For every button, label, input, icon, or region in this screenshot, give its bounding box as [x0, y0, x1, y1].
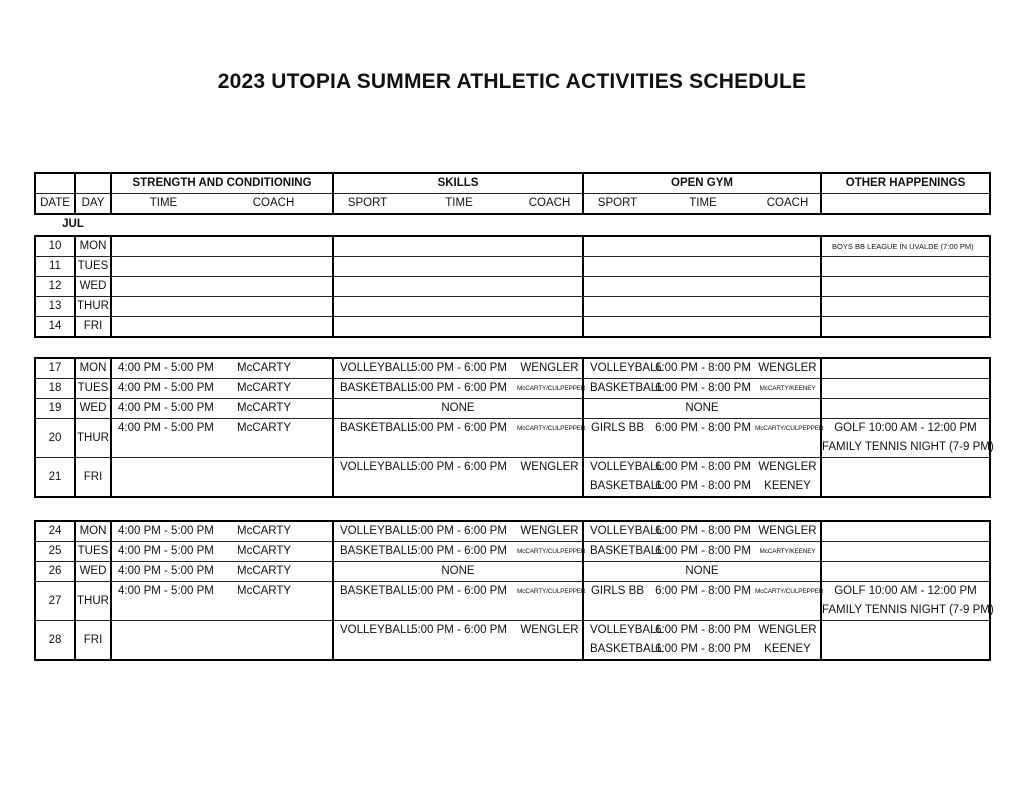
skills-sport-cell: BASKETBALL [333, 419, 401, 458]
gym-sport-cell: GIRLS BB [583, 419, 651, 458]
skills-sport-cell [333, 317, 401, 338]
sc-time-cell: 4:00 PM - 5:00 PM [111, 562, 185, 582]
gym-time-cell: 6:00 PM - 8:00 PM [651, 542, 755, 562]
sc-time-cell: 4:00 PM - 5:00 PM [111, 542, 185, 562]
column-day: DAY [75, 194, 111, 215]
gym-coach-cell: McCARTY/KEENEY [755, 542, 821, 562]
skills-coach-cell [517, 317, 583, 338]
month-spacer [111, 214, 990, 234]
schedule-row [35, 419, 990, 439]
skills-sport-cell [333, 297, 401, 317]
skills-coach-cell [517, 236, 583, 257]
skills-sport-cell: VOLLEYBALL [333, 458, 401, 498]
gym-empty-cell [583, 257, 821, 277]
gym-time-cell: 6:00 PM - 8:00 PM [651, 379, 755, 399]
skills-time-cell: 5:00 PM - 6:00 PM [401, 379, 517, 399]
date-cell: 20 [35, 419, 75, 458]
gym-coach-cell: KEENEY [755, 477, 821, 497]
skills-time-cell [401, 277, 517, 297]
date-cell: 14 [35, 317, 75, 338]
column-other-blank [821, 194, 990, 215]
other-empty-cell [821, 621, 990, 661]
skills-coach-cell: McCARTY/CULPEPPER [517, 542, 583, 562]
week-table [34, 357, 994, 498]
skills-time-cell: 5:00 PM - 6:00 PM [401, 419, 517, 458]
schedule-row [35, 458, 990, 478]
skills-time-cell: 5:00 PM - 6:00 PM [401, 582, 517, 621]
gym-coach-cell: WENGLER [758, 624, 817, 636]
date-cell: 11 [35, 257, 75, 277]
other-happening-cell: FAMILY TENNIS NIGHT (7-9 PM) [821, 601, 990, 621]
sc-coach-cell: McCARTY [185, 521, 333, 542]
skills-sport-cell [333, 257, 401, 277]
day-cell: TUES [75, 379, 111, 399]
gym-coach-cell: WENGLER [758, 461, 817, 473]
schedule-row [35, 582, 990, 602]
other-empty-cell [821, 458, 990, 498]
other-empty-cell [821, 379, 990, 399]
day-cell: THUR [75, 297, 111, 317]
group-strength-conditioning: STRENGTH AND CONDITIONING [111, 173, 333, 194]
day-cell: THUR [75, 582, 111, 621]
page-title: 2023 UTOPIA SUMMER ATHLETIC ACTIVITIES SCHEDULE [217, 70, 807, 93]
sc-coach-cell [185, 257, 333, 277]
column-gym-time: TIME [651, 194, 755, 215]
gym-empty-cell [583, 317, 821, 338]
schedule-row [35, 236, 990, 257]
skills-time-cell [401, 236, 517, 257]
sc-coach-cell: McCARTY [185, 562, 333, 582]
sc-time-cell: 4:00 PM - 5:00 PM [111, 521, 185, 542]
column-gym-sport: SPORT [583, 194, 651, 215]
sc-time-cell: 4:00 PM - 5:00 PM [111, 379, 185, 399]
other-empty-cell [821, 317, 990, 338]
schedule-row [35, 379, 990, 399]
gym-time-cell: 6:00 PM - 8:00 PM [655, 461, 751, 473]
date-cell: 28 [35, 621, 75, 661]
sc-coach-cell [185, 621, 333, 661]
date-cell: 18 [35, 379, 75, 399]
skills-coach-cell: WENGLER [517, 521, 583, 542]
week-table [34, 235, 991, 338]
column-gym-coach: COACH [755, 194, 821, 215]
gym-none-cell: NONE [583, 399, 821, 419]
day-cell: FRI [75, 621, 111, 661]
gym-coach-cell: WENGLER [755, 358, 821, 379]
date-cell: 19 [35, 399, 75, 419]
date-cell: 13 [35, 297, 75, 317]
week-table [34, 520, 994, 661]
gym-coach-cell: McCARTY/CULPEPPER [755, 582, 821, 621]
date-cell: 27 [35, 582, 75, 621]
date-cell: 24 [35, 521, 75, 542]
sc-time-cell [111, 621, 185, 661]
other-empty-cell [821, 257, 990, 277]
sc-coach-cell: McCARTY [185, 379, 333, 399]
day-cell: MON [75, 521, 111, 542]
day-cell: FRI [75, 317, 111, 338]
column-skills-coach: COACH [517, 194, 583, 215]
sc-coach-cell [185, 317, 333, 338]
other-empty-cell [821, 297, 990, 317]
schedule-row [35, 542, 990, 562]
column-sc-time: TIME [111, 194, 215, 215]
sc-coach-cell: McCARTY [185, 399, 333, 419]
month-label: JUL [62, 218, 84, 230]
gym-empty-cell [583, 236, 821, 257]
skills-time-cell: 5:00 PM - 6:00 PM [401, 542, 517, 562]
skills-coach-cell: McCARTY/CULPEPPER [517, 419, 583, 458]
skills-time-cell [401, 317, 517, 338]
skills-time-cell: 5:00 PM - 6:00 PM [401, 521, 517, 542]
gym-time-cell: 6:00 PM - 8:00 PM [651, 419, 755, 458]
column-skills-sport: SPORT [333, 194, 401, 215]
skills-coach-cell [517, 277, 583, 297]
schedule-row [35, 621, 990, 641]
header-blank-date [35, 173, 75, 194]
gym-time-cell: 6:00 PM - 8:00 PM [651, 358, 755, 379]
sc-coach-cell: McCARTY [185, 542, 333, 562]
skills-coach-cell [517, 297, 583, 317]
sc-time-cell: 4:00 PM - 5:00 PM [111, 419, 185, 458]
gym-sport-cell: VOLLEYBALL [583, 521, 651, 542]
group-other-happenings: OTHER HAPPENINGS [821, 173, 990, 194]
skills-coach-cell: McCARTY/CULPEPPER [517, 582, 583, 621]
gym-empty-cell [583, 297, 821, 317]
sc-time-cell [111, 257, 185, 277]
other-empty-cell [821, 399, 990, 419]
day-cell: WED [75, 399, 111, 419]
column-sc-coach: COACH [215, 194, 333, 215]
sc-coach-cell: McCARTY [185, 582, 333, 621]
day-cell: MON [75, 236, 111, 257]
date-cell: 12 [35, 277, 75, 297]
gym-none-cell: NONE [583, 562, 821, 582]
date-cell: 25 [35, 542, 75, 562]
sc-time-cell [111, 317, 185, 338]
gym-sport-cell: VOLLEYBALL [583, 458, 651, 478]
sc-coach-cell: McCARTY [185, 358, 333, 379]
schedule-row [35, 257, 990, 277]
other-empty-cell [821, 562, 990, 582]
sc-time-cell [111, 297, 185, 317]
skills-none-cell: NONE [333, 399, 583, 419]
skills-sport-cell: VOLLEYBALL [333, 621, 401, 661]
skills-coach-cell: WENGLER [517, 358, 583, 379]
schedule-header [34, 172, 991, 234]
other-happening-cell: GOLF 10:00 AM - 12:00 PM [821, 419, 990, 439]
skills-time-cell: 5:00 PM - 6:00 PM [401, 358, 517, 379]
skills-sport-cell: BASKETBALL [333, 542, 401, 562]
skills-time-cell [401, 297, 517, 317]
skills-coach-cell: WENGLER [517, 458, 583, 498]
skills-coach-cell: WENGLER [517, 621, 583, 661]
gym-sport-cell: BASKETBALL [583, 640, 651, 660]
skills-time-cell: 5:00 PM - 6:00 PM [401, 621, 517, 661]
skills-sport-cell [333, 277, 401, 297]
date-cell: 26 [35, 562, 75, 582]
schedule-row [35, 399, 990, 419]
day-cell: THUR [75, 419, 111, 458]
gym-sport-cell: BASKETBALL [583, 542, 651, 562]
sc-coach-cell [185, 277, 333, 297]
other-empty-cell [821, 358, 990, 379]
gym-time-cell: 6:00 PM - 8:00 PM [651, 521, 755, 542]
skills-sport-cell: VOLLEYBALL [333, 521, 401, 542]
gym-empty-cell [583, 277, 821, 297]
day-cell: FRI [75, 458, 111, 498]
gym-sport-cell: VOLLEYBALL [583, 621, 651, 641]
date-cell: 17 [35, 358, 75, 379]
sc-time-cell: 4:00 PM - 5:00 PM [111, 358, 185, 379]
schedule-row [35, 562, 990, 582]
gym-time-cell: 6:00 PM - 8:00 PM [651, 477, 755, 497]
skills-time-cell [401, 257, 517, 277]
sc-coach-cell [185, 458, 333, 498]
date-cell: 10 [35, 236, 75, 257]
skills-coach-cell: McCARTY/CULPEPPER [517, 379, 583, 399]
sc-time-cell [111, 236, 185, 257]
group-skills: SKILLS [333, 173, 583, 194]
gym-coach-cell: McCARTY/CULPEPPER [755, 419, 821, 458]
gym-sport-cell: VOLLEYBALL [583, 358, 651, 379]
gym-coach-cell: KEENEY [755, 640, 821, 660]
sc-time-cell [111, 277, 185, 297]
gym-coach-cell: WENGLER [755, 521, 821, 542]
sc-coach-cell [185, 236, 333, 257]
other-happening-cell: BOYS BB LEAGUE IN UVALDE (7:00 PM) [821, 236, 990, 257]
schedule-row [35, 277, 990, 297]
skills-sport-cell: BASKETBALL [333, 582, 401, 621]
skills-coach-cell [517, 257, 583, 277]
skills-sport-cell: BASKETBALL [333, 379, 401, 399]
sc-time-cell: 4:00 PM - 5:00 PM [111, 399, 185, 419]
date-cell: 21 [35, 458, 75, 498]
schedule-row [35, 521, 990, 542]
sc-time-cell [111, 458, 185, 498]
column-date: DATE [35, 194, 75, 215]
day-cell: WED [75, 562, 111, 582]
header-blank-day [75, 173, 111, 194]
skills-sport-cell: VOLLEYBALL [333, 358, 401, 379]
gym-sport-cell: GIRLS BB [583, 582, 651, 621]
gym-coach-cell: McCARTY/KEENEY [755, 379, 821, 399]
group-open-gym: OPEN GYM [583, 173, 821, 194]
other-happening-cell: FAMILY TENNIS NIGHT (7-9 PM) [821, 438, 990, 458]
schedule-row [35, 297, 990, 317]
sc-time-cell: 4:00 PM - 5:00 PM [111, 582, 185, 621]
sc-coach-cell [185, 297, 333, 317]
gym-time-cell: 6:00 PM - 8:00 PM [651, 582, 755, 621]
other-empty-cell [821, 277, 990, 297]
column-skills-time: TIME [401, 194, 517, 215]
other-empty-cell [821, 521, 990, 542]
sc-coach-cell: McCARTY [185, 419, 333, 458]
gym-sport-cell: BASKETBALL [583, 477, 651, 497]
skills-sport-cell [333, 236, 401, 257]
other-empty-cell [821, 542, 990, 562]
schedule-row [35, 317, 990, 338]
skills-time-cell: 5:00 PM - 6:00 PM [401, 458, 517, 498]
day-cell: TUES [75, 257, 111, 277]
day-cell: MON [75, 358, 111, 379]
schedule-row [35, 358, 990, 379]
gym-time-cell: 6:00 PM - 8:00 PM [651, 640, 755, 660]
day-cell: WED [75, 277, 111, 297]
skills-none-cell: NONE [333, 562, 583, 582]
gym-time-cell: 6:00 PM - 8:00 PM [655, 624, 751, 636]
other-happening-cell: GOLF 10:00 AM - 12:00 PM [821, 582, 990, 602]
gym-sport-cell: BASKETBALL [583, 379, 651, 399]
day-cell: TUES [75, 542, 111, 562]
